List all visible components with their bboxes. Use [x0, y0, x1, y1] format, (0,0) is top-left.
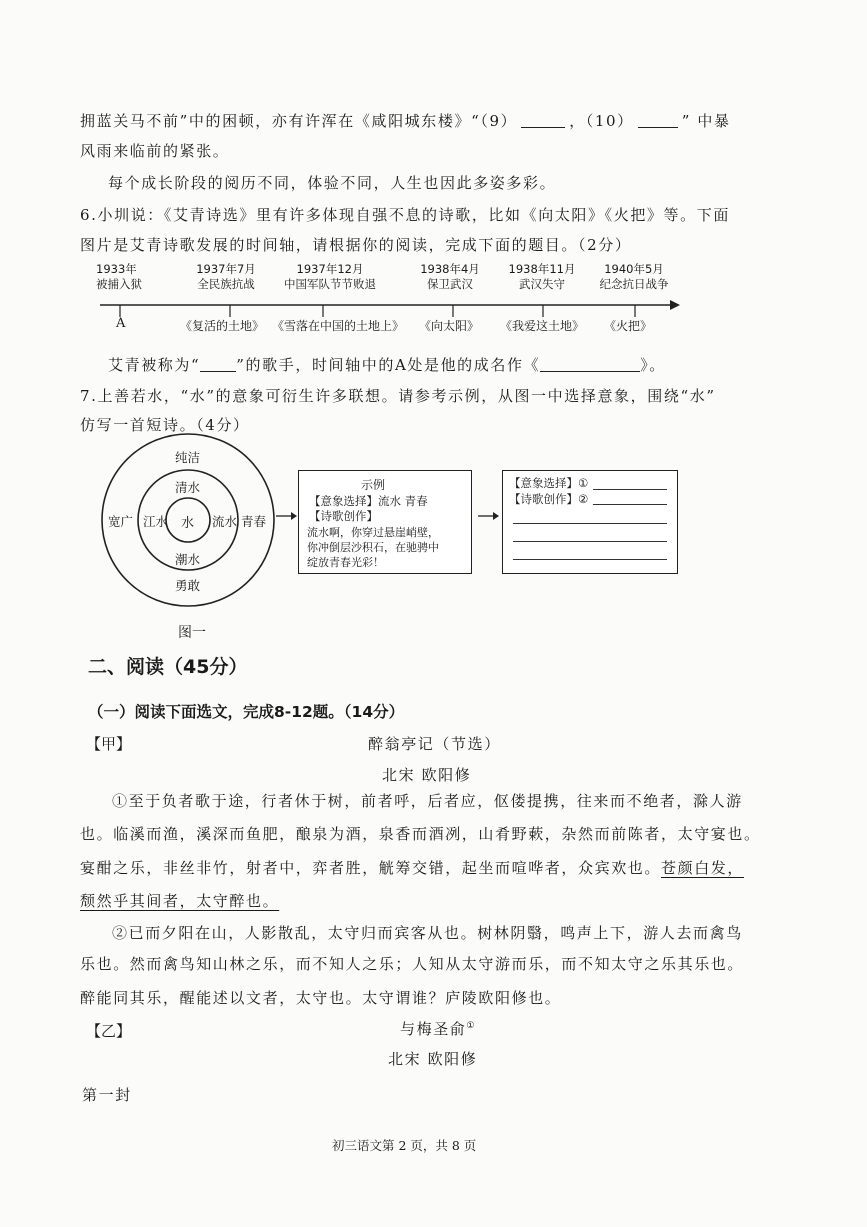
- timeline-point-a: A: [116, 316, 126, 331]
- answer-blank-singer[interactable]: [200, 357, 236, 372]
- yi-title: 与梅圣俞①: [400, 1020, 477, 1038]
- timeline-item-1933: 1933年 被捕入狱: [96, 262, 142, 291]
- example-creation-label: 【诗歌创作】: [309, 509, 378, 523]
- diagram-inner-left: 江水: [143, 514, 169, 529]
- q6-text-2: 图片是艾青诗歌发展的时间轴，请根据你的阅读，完成下面的题目。（2分）: [80, 236, 632, 254]
- answer-line-4[interactable]: [513, 541, 667, 542]
- diagram-outer-top: 纯洁: [175, 450, 201, 465]
- q7-text-2: 仿写一首短诗。（4分）: [80, 416, 250, 434]
- q7-text: 7.上善若水，“水”的意象可衍生许多联想。请参考示例，从图一中选择意象，围绕“水”: [80, 387, 716, 405]
- page-footer: 初三语文第 2 页，共 8 页: [332, 1138, 477, 1153]
- answer-blank-poem[interactable]: [540, 357, 640, 372]
- q6-fill-line: 艾青被称为“ ”的歌手，时间轴中的A处是他的成名作《 》。: [108, 356, 666, 374]
- timeline-poem-2: 《雪落在中国的土地上》: [272, 319, 405, 333]
- timeline-item-1938-04: 1938年4月 保卫武汉: [420, 262, 480, 291]
- answer-box: [502, 470, 678, 574]
- answer-line-2[interactable]: [593, 504, 667, 505]
- section-2-part-1: （一）阅读下面选文，完成8-12题。（14分）: [88, 703, 405, 721]
- jia-p1-line-4: 颓然乎其间者，太守醉也。: [80, 892, 280, 910]
- jia-p2-line-3: 醉能同其乐，醒能述以文者，太守也。太守谓谁？庐陵欧阳修也。: [80, 989, 562, 1007]
- yi-label: 【乙】: [86, 1022, 132, 1040]
- example-box: [298, 470, 472, 574]
- example-imagery: 【意象选择】流水 青春: [309, 494, 428, 508]
- jia-p2-line-2: 乐也。然而禽鸟知山林之乐，而不知人之乐；人知从太守游而乐，而不知太守之乐其乐也。: [80, 955, 745, 973]
- arrow-right-icon: [276, 510, 298, 522]
- timeline-axis: [95, 290, 685, 320]
- timeline-poem-5: 《火把》: [604, 319, 653, 333]
- answer-line-1[interactable]: [593, 489, 667, 490]
- yi-note-marker: ①: [466, 1021, 477, 1031]
- timeline-poem-3: 《向太阳》: [419, 319, 480, 333]
- answer-line-3[interactable]: [513, 523, 667, 524]
- diagram-outer-left: 宽广: [108, 514, 134, 529]
- arrow-right-icon: [478, 510, 500, 522]
- diagram-outer-bottom: 勇敢: [175, 578, 201, 593]
- jia-p1-line-2: 也。临溪而渔，溪深而鱼肥，酿泉为酒，泉香而酒冽，山肴野蔌，杂然而前陈者，太守宴也。: [80, 825, 761, 843]
- jia-p1-line-1: ①至于负者歌于途，行者休于树，前者呼，后者应，伛偻提携，往来而不绝者，滁人游: [112, 792, 743, 810]
- answer-line-5[interactable]: [513, 559, 667, 560]
- example-poem-1: 流水啊，你穿过悬崖峭壁，: [307, 526, 439, 539]
- jia-title: 醉翁亭记（节选）: [368, 735, 501, 753]
- timeline-item-1940-05: 1940年5月 纪念抗日战争: [599, 262, 669, 291]
- jia-label: 【甲】: [86, 735, 132, 753]
- timeline-item-1937-07: 1937年7月 全民族抗战: [196, 262, 256, 291]
- continuation-line-2: 风雨来临前的紧张。: [80, 142, 230, 160]
- timeline-item-1938-11: 1938年11月 武汉失守: [508, 262, 576, 291]
- example-title: 示例: [361, 478, 386, 492]
- answer-imagery-label: 【意象选择】①: [509, 476, 589, 490]
- diagram-outer-right: 青春: [241, 514, 267, 529]
- answer-blank-9[interactable]: [521, 113, 565, 128]
- timeline-poem-4: 《我爱这土地》: [500, 319, 585, 333]
- jia-p2-line-1: ②已而夕阳在山，人影散乱，太守归而宾客从也。树林阴翳，鸣声上下，游人去而禽鸟: [112, 924, 743, 942]
- yi-author: 北宋 欧阳修: [388, 1050, 478, 1068]
- answer-creation-label: 【诗歌创作】②: [509, 492, 589, 506]
- timeline-poem-1: 《复活的土地》: [180, 319, 265, 333]
- yi-first-letter: 第一封: [82, 1086, 132, 1104]
- jia-author: 北宋 欧阳修: [382, 766, 472, 784]
- continuation-line-3: 每个成长阶段的阅历不同，体验不同，人生也因此多姿多彩。: [108, 174, 557, 192]
- section-2-title: 二、阅读（45分）: [88, 656, 248, 678]
- timeline-item-1937-12: 1937年12月 中国军队节节败退: [284, 262, 376, 291]
- answer-blank-10[interactable]: [638, 113, 678, 128]
- continuation-line-1: 拥蓝关马不前”中的困顿，亦有许浑在《咸阳城东楼》“（9） ，（10） ” 中暴: [80, 112, 731, 130]
- figure-caption: 图一: [178, 625, 206, 641]
- jia-p1-line-3: 宴酣之乐，非丝非竹，射者中，弈者胜，觥筹交错，起坐而喧哗者，众宾欢也。苍颜白发，: [80, 859, 745, 877]
- diagram-inner-right: 流水: [212, 514, 238, 529]
- diagram-inner-top: 清水: [175, 480, 201, 495]
- q6-text: 6.小圳说：《艾青诗选》里有许多体现自强不息的诗歌，比如《向太阳》《火把》等。下面: [80, 206, 730, 224]
- example-poem-3: 绽放青春光彩！: [307, 556, 384, 569]
- diagram-inner-bottom: 潮水: [175, 552, 201, 567]
- diagram-center: 水: [181, 516, 195, 531]
- example-poem-2: 你冲倒层沙积石，在驰骋中: [307, 541, 439, 554]
